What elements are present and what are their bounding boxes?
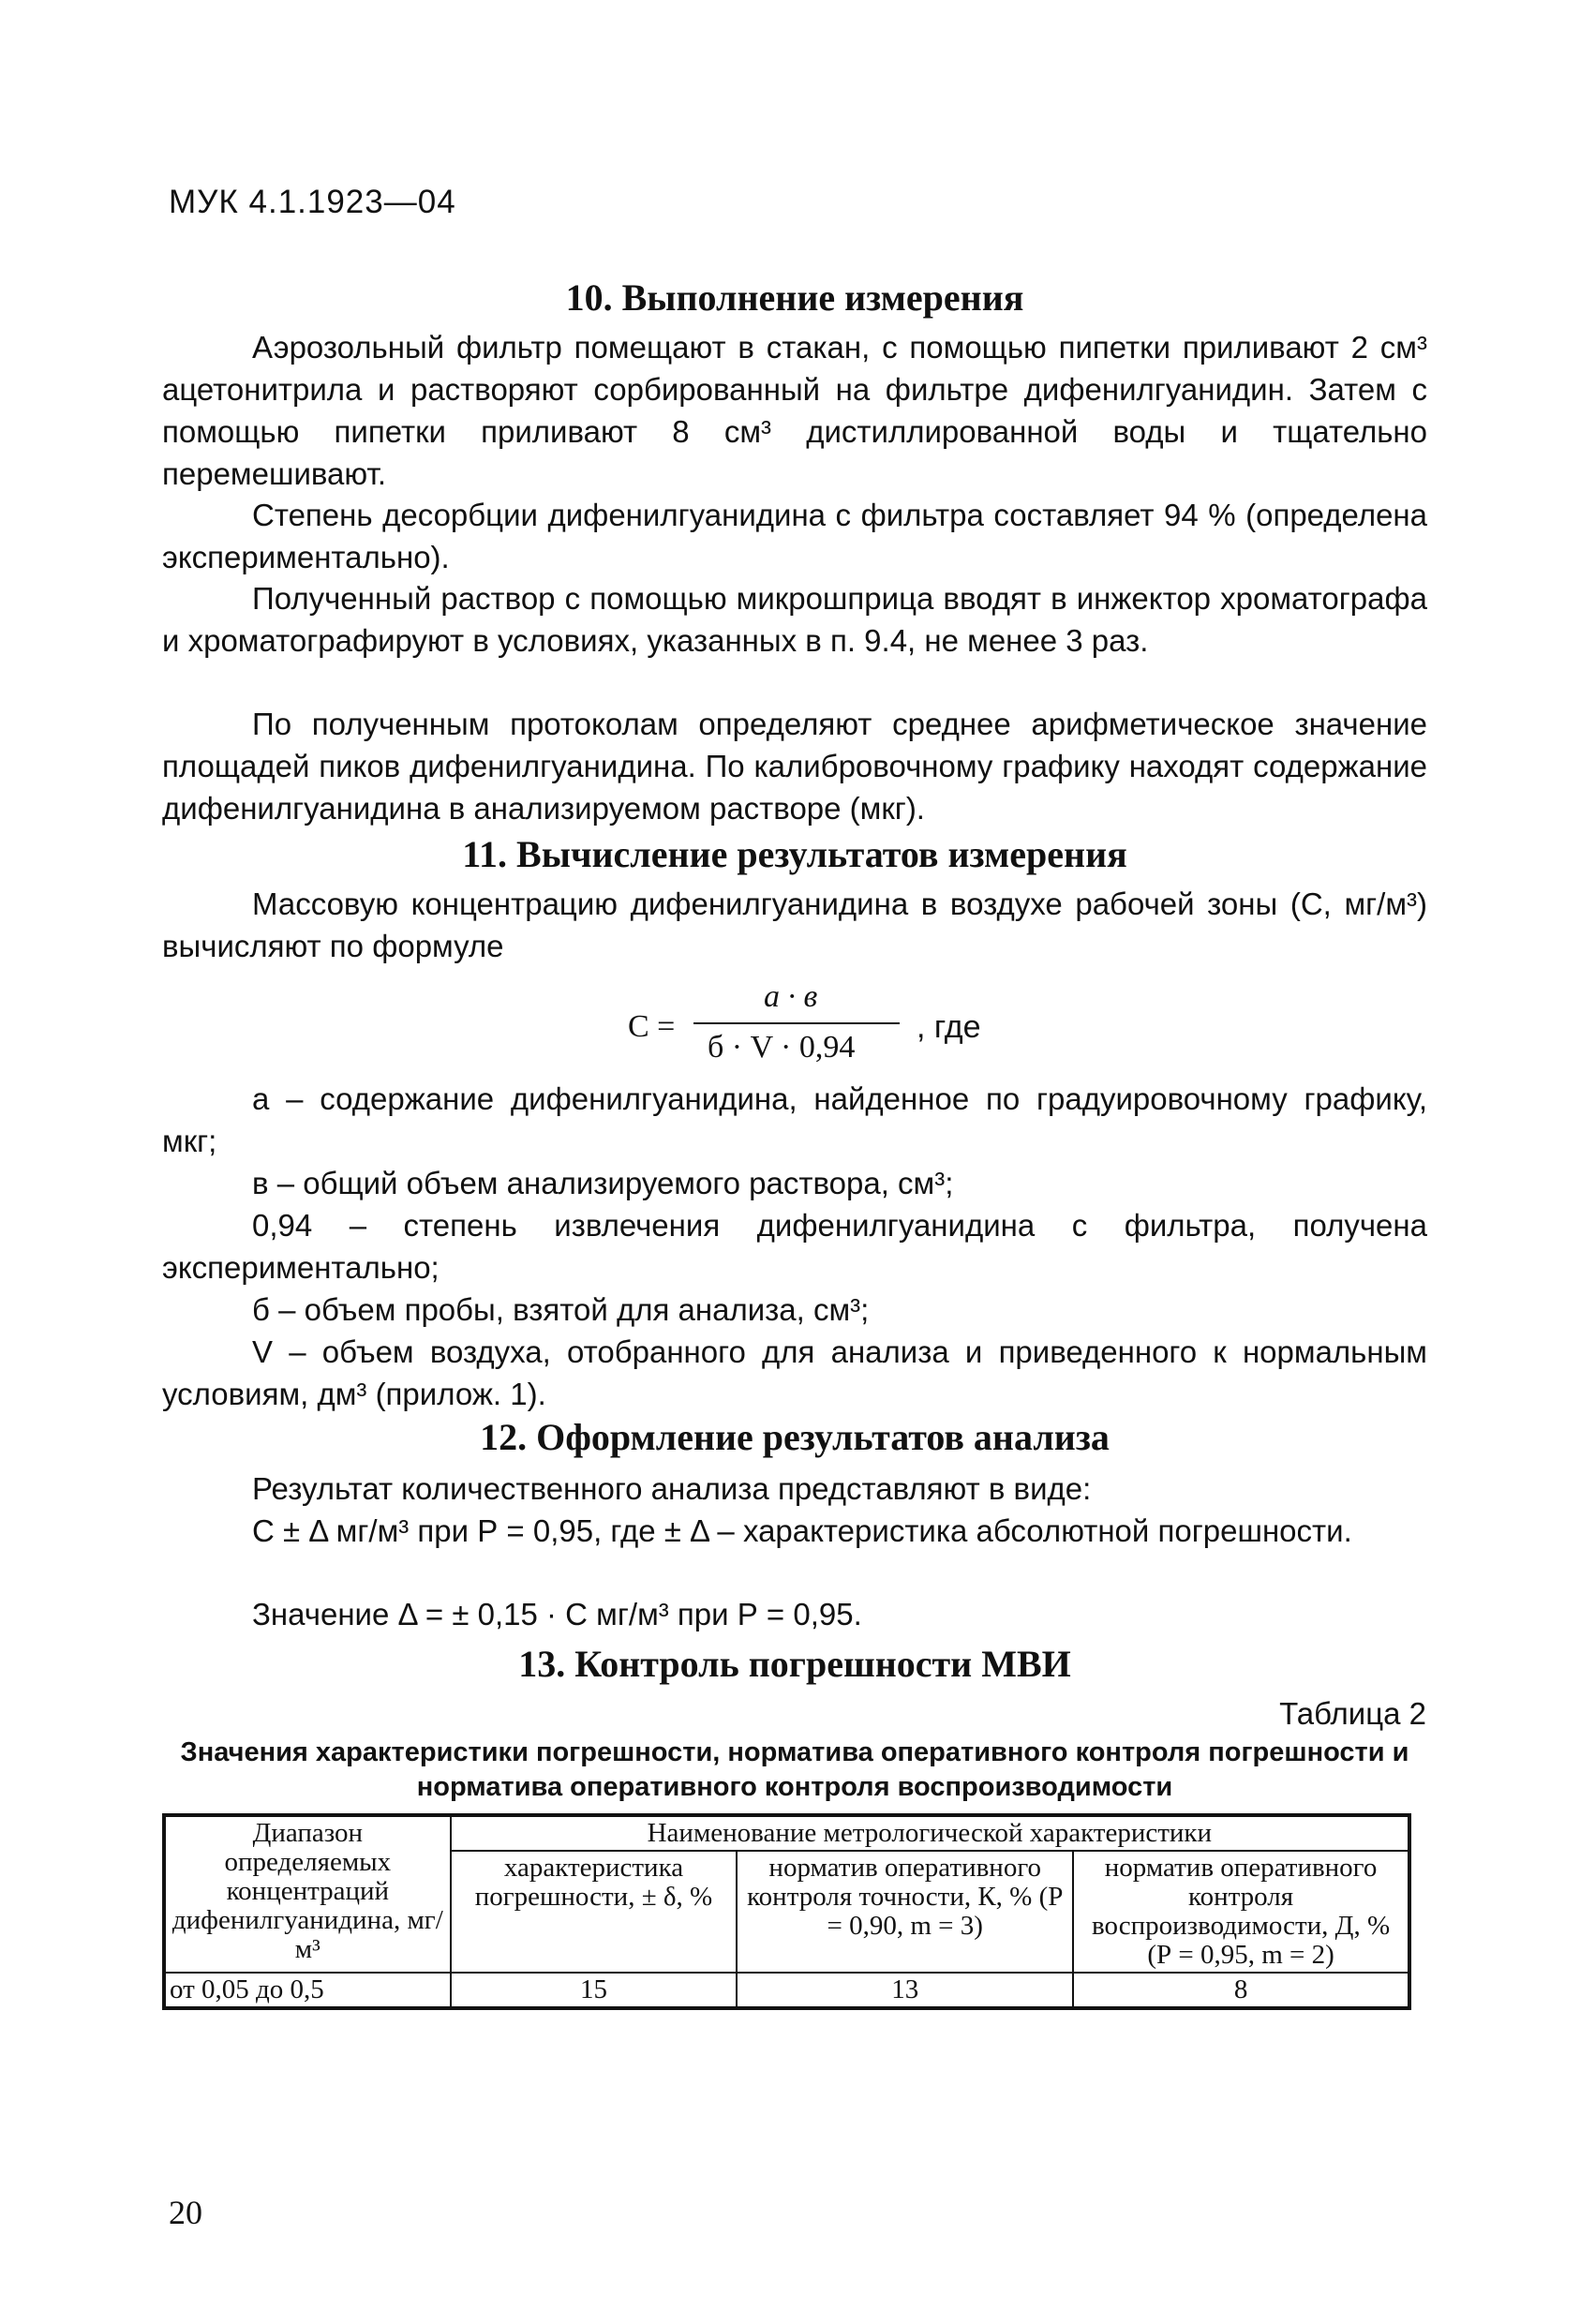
formula-denominator: б · V · 0,94 xyxy=(708,1030,856,1065)
table-row xyxy=(164,1973,1409,2008)
formula-numerator: а · в xyxy=(764,979,818,1014)
section-10-paragraph-3: Полученный раствор с помощью микрошприца вводят в инжектор хроматографа и хроматографируют в условиях, указанных в п. 9.4, не менее 3 раз. xyxy=(162,581,1427,658)
definition-volume: V – объем воздуха, отобранного для анализа и приведенного к нормальным условиям, дм³ (прилож. 1). xyxy=(162,1334,1427,1411)
section-12-paragraph-1: Результат количественного анализа представляют в виде: xyxy=(252,1471,1092,1506)
table-header-range: Диапазон определяемых концентраций дифенилгуанидина, мг/м³ xyxy=(164,1815,451,1973)
formula-lhs: С = xyxy=(628,1009,676,1044)
section-12-paragraph-2: С ± Δ мг/м³ при Р = 0,95, где ± Δ – характеристика абсолютной погрешности. xyxy=(252,1513,1352,1548)
section-10-title: 10. Выполнение измерения xyxy=(565,276,1024,319)
section-12-title: 12. Оформление результатов анализа xyxy=(480,1416,1110,1458)
formula-suffix: , где xyxy=(917,1009,981,1045)
section-10-paragraph-4: По полученным протоколам определяют среднее арифметическое значение площадей пиков дифенилгуанидина. По калибровочному графику находят содержание дифенилгуанидина в анализируемом растворе (мкг). xyxy=(162,707,1427,826)
definition-094: 0,94 – степень извлечения дифенилгуанидина с фильтра, получена экспериментально; xyxy=(162,1208,1427,1285)
table-header-reproducibility: норматив оперативного контроля воспроизводимости, Д, % (Р = 0,95, m = 2) xyxy=(1073,1851,1409,1973)
concentration-formula xyxy=(590,979,1078,1082)
definition-v: в – общий объем анализируемого раствора, см³; xyxy=(252,1166,954,1200)
section-13-title: 13. Контроль погрешности МВИ xyxy=(518,1643,1071,1685)
section-10-paragraph-1: Аэрозольный фильтр помещают в стакан, с помощью пипетки приливают 2 см³ ацетонитрила и растворяют сорбированный на фильтре дифенилгуанидин. Затем с помощью пипетки приливают 8 см³ дистиллированной воды и тщательно перемешивают. xyxy=(162,330,1427,491)
definition-b: б – объем пробы, взятой для анализа, см³; xyxy=(252,1292,870,1327)
table-caption: Значения характеристики погрешности, норматива оперативного контроля погрешности и норматива оперативного контроля воспроизводимости xyxy=(180,1737,1409,1802)
formula-fraction-bar xyxy=(693,1022,900,1024)
section-10-paragraph-2: Степень десорбции дифенилгуанидина с фильтра составляет 94 % (определена экспериментально). xyxy=(162,498,1427,574)
document-code: МУК 4.1.1923—04 xyxy=(169,184,456,220)
table-header-accuracy: норматив оперативного контроля точности, К, % (Р = 0,90, m = 3) xyxy=(737,1851,1073,1973)
table-number: Таблица 2 xyxy=(1279,1696,1426,1731)
table-header-row xyxy=(164,1815,1409,1851)
section-12-paragraph-3: Значение Δ = ± 0,15 · С мг/м³ при Р = 0,95. xyxy=(252,1597,862,1631)
section-11-paragraph-1: Массовую концентрацию дифенилгуанидина в воздухе рабочей зоны (С, мг/м³) вычисляют по формуле xyxy=(162,886,1427,963)
table-header-group: Наименование метрологической характеристики xyxy=(451,1815,1409,1851)
table-header-error: характеристика погрешности, ± δ, % xyxy=(451,1851,738,1973)
table-cell-range: от 0,05 до 0,5 xyxy=(164,1973,451,2008)
definition-a: а – содержание дифенилгуанидина, найденное по градуировочному графику, мкг; xyxy=(162,1081,1427,1158)
table-cell-reproducibility: 8 xyxy=(1073,1973,1409,2008)
table-cell-error: 15 xyxy=(451,1973,738,2008)
page-number: 20 xyxy=(169,2194,202,2231)
table-cell-accuracy: 13 xyxy=(737,1973,1073,2008)
metrology-table xyxy=(162,1813,1411,2010)
section-11-title: 11. Вычисление результатов измерения xyxy=(462,833,1127,875)
